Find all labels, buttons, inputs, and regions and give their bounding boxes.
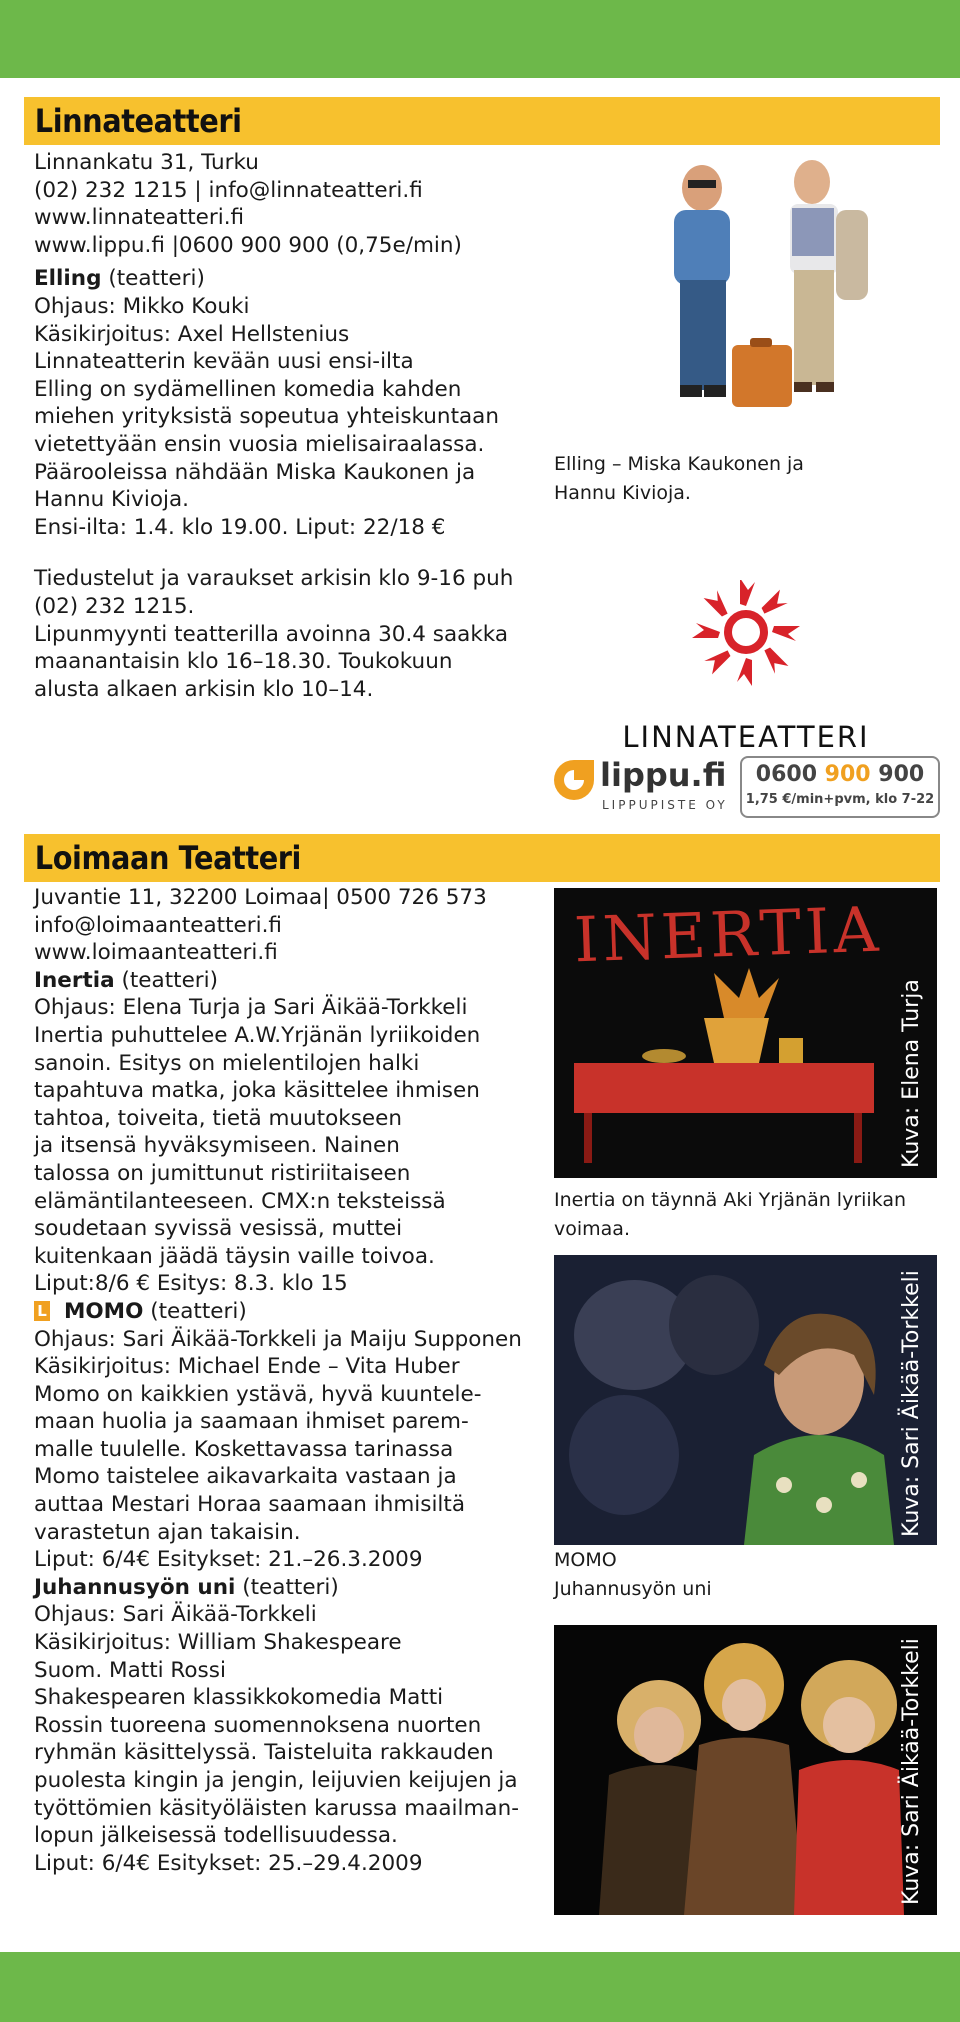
text-line: Liput: 6/4€ Esitykset: 21.–26.3.2009	[34, 1547, 423, 1573]
caption-line: Hannu Kivioja.	[554, 482, 691, 504]
elling-photo-caption	[554, 450, 934, 508]
text-line: Ohjaus: Mikko Kouki	[34, 293, 250, 319]
contact[interactable]: (02) 232 1215 | info@linnateatteri.fi	[34, 177, 423, 203]
text-line: elämäntilanteeseen. CMX:n teksteissä	[34, 1188, 446, 1214]
text-line: Rossin tuoreena suomennoksena nuorten	[34, 1712, 482, 1738]
inertia-photo-title: INERTIA	[572, 892, 884, 977]
logo-wordmark: LINNATEATTERI	[622, 720, 870, 754]
show-title: Inertia	[34, 967, 115, 993]
elling-photo	[640, 150, 880, 440]
show-type: (teatteri)	[114, 967, 218, 993]
linnateatteri-text-column	[34, 149, 564, 703]
text-line: Momo on kaikkien ystävä, hyvä kuuntele-	[34, 1381, 482, 1407]
loimaa-header	[24, 834, 940, 882]
loimaa-text-column	[34, 884, 564, 1877]
text-line: Käsikirjoitus: Michael Ende – Vita Huber	[34, 1354, 460, 1380]
text-line: ryhmän käsittelyssä. Taisteluita rakkauden	[34, 1740, 494, 1766]
show-title: Juhannusyön uni	[34, 1574, 236, 1600]
text-line: Ohjaus: Elena Turja ja Sari Äikää-Torkkeli	[34, 995, 468, 1021]
show-title: MOMO	[64, 1298, 144, 1324]
address: Juvantie 11, 32200 Loimaa| 0500 726 573	[34, 885, 487, 910]
momo-photo	[554, 1255, 937, 1545]
loimaa-title: Loimaan Teatteri	[34, 839, 301, 877]
momo-photo-caption	[554, 1546, 934, 1604]
text-line: Ohjaus: Sari Äikää-Torkkeli ja Maiju Supponen	[34, 1326, 522, 1352]
photo-credit: Kuva: Sari Äikää-Torkkeli	[899, 1270, 924, 1537]
text-line: Inertia puhuttelee A.W.Yrjänän lyriikoiden	[34, 1022, 481, 1048]
text-line: Liput:8/6 € Esitys: 8.3. klo 15	[34, 1271, 348, 1297]
text-line: työttömien käsityöläisten karussa maailman-	[34, 1795, 519, 1821]
photo-credit: Kuva: Sari Äikää-Torkkeli	[899, 1638, 924, 1905]
lippu-logo-icon	[554, 760, 594, 800]
info-line: Tiedustelut ja varaukset arkisin klo 9-16 puh	[34, 566, 514, 592]
text-line: tapahtuva matka, joka käsittelee ihmisen	[34, 1078, 480, 1104]
show-type: (teatteri)	[101, 266, 205, 292]
text-line: Ohjaus: Sari Äikää-Torkkeli	[34, 1602, 317, 1628]
info-line: maanantaisin klo 16–18.30. Toukokuun	[34, 649, 453, 675]
text-line: auttaa Mestari Horaa saamaan ihmisiltä	[34, 1492, 465, 1518]
inertia-photo-caption	[554, 1186, 934, 1244]
text-line: soudetaan syvissä vesissä, muttei	[34, 1216, 403, 1242]
text-line: lopun jälkeisessä todellisuudessa.	[34, 1823, 398, 1849]
text-line: ja itsensä hyväksymiseen. Nainen	[34, 1133, 400, 1159]
text-line: kuitenkaan jäädä täysin vaille toivoa.	[34, 1243, 435, 1269]
text-line: Ensi-ilta: 1.4. klo 19.00. Liput: 22/18 €	[34, 514, 446, 540]
lippu-number: 0600 900 900	[755, 762, 925, 787]
info-line: Lipunmyynti teatterilla avoinna 30.4 saakka	[34, 621, 509, 647]
caption-line: Inertia on täynnä Aki Yrjänän lyriikan	[554, 1189, 907, 1211]
website-link[interactable]: www.loimaanteatteri.fi	[34, 940, 278, 966]
top-green-band	[0, 0, 960, 78]
text-line: maan huolia ja saamaan ihmiset parem-	[34, 1409, 469, 1435]
show-title: Elling	[34, 266, 102, 292]
text-line: sanoin. Esitys on mielentilojen halki	[34, 1050, 420, 1076]
show-type: (teatteri)	[143, 1298, 247, 1324]
sun-emblem-icon	[692, 580, 800, 686]
text-line: talossa on jumittunut ristiriitaiseen	[34, 1160, 411, 1186]
photo-credit: Kuva: Elena Turja	[899, 979, 924, 1168]
lippu-price: 1,75 €/min+pvm, klo 7-22	[745, 792, 935, 807]
text-line: Käsikirjoitus: William Shakespeare	[34, 1630, 402, 1656]
text-line: miehen yrityksistä sopeutua yhteiskuntaan	[34, 404, 499, 430]
text-line: malle tuulelle. Koskettavassa tarinassa	[34, 1436, 454, 1462]
show-heading-inertia	[34, 967, 564, 995]
show-heading-momo	[34, 1298, 564, 1326]
text-line: puolesta kingin ja jengin, leijuvien keijujen ja	[34, 1768, 518, 1793]
info-line: alusta alkaen arkisin klo 10–14.	[34, 676, 374, 702]
linnateatteri-header	[24, 97, 940, 145]
website-link[interactable]: www.linnateatteri.fi	[34, 205, 245, 231]
text-line: Käsikirjoitus: Axel Hellstenius	[34, 321, 350, 347]
inertia-photo	[554, 888, 937, 1178]
lippu-brand: lippu.fi	[600, 756, 727, 794]
caption-line: MOMO	[554, 1549, 617, 1571]
info-line: (02) 232 1215.	[34, 593, 195, 619]
text-line: Momo taistelee aikavarkaita vastaan ja	[34, 1464, 457, 1490]
text-line: Päärooleissa nähdään Miska Kaukonen ja	[34, 459, 476, 485]
linnateatteri-logo	[554, 580, 938, 715]
text-line: Linnateatterin kevään uusi ensi-ilta	[34, 349, 414, 375]
caption-line: Elling – Miska Kaukonen ja	[554, 453, 804, 475]
juhannus-photo	[554, 1625, 937, 1915]
lippu-banner[interactable]	[554, 756, 938, 818]
tickets-line[interactable]: www.lippu.fi |0600 900 900 (0,75e/min)	[34, 232, 462, 258]
address: Linnankatu 31, Turku	[34, 150, 259, 175]
show-type: (teatteri)	[235, 1574, 339, 1600]
text-line: Suom. Matti Rossi	[34, 1657, 226, 1683]
email-link[interactable]: info@loimaanteatteri.fi	[34, 912, 282, 938]
text-line: tahtoa, toiveita, tietä muutokseen	[34, 1105, 402, 1131]
text-line: varastetun ajan takaisin.	[34, 1519, 301, 1545]
age-rating-badge: L	[34, 1301, 50, 1321]
text-line: Hannu Kivioja.	[34, 487, 189, 513]
lippu-number-box	[740, 756, 940, 818]
text-line: Shakespearen klassikkokomedia Matti	[34, 1685, 444, 1711]
caption-line: voimaa.	[554, 1218, 630, 1240]
show-heading-juhannus	[34, 1574, 564, 1602]
text-line: Elling on sydämellinen komedia kahden	[34, 376, 462, 402]
bottom-green-band	[0, 1952, 960, 2022]
text-line: Liput: 6/4€ Esitykset: 25.–29.4.2009	[34, 1850, 423, 1876]
lippu-sub: LIPPUPISTE OY	[602, 798, 728, 812]
show-heading-elling	[34, 265, 564, 293]
caption-line: Juhannusyön uni	[554, 1578, 712, 1600]
text-line: vietettyään ensin vuosia mielisairaalassa.	[34, 431, 485, 457]
linnateatteri-title: Linnateatteri	[34, 102, 242, 140]
